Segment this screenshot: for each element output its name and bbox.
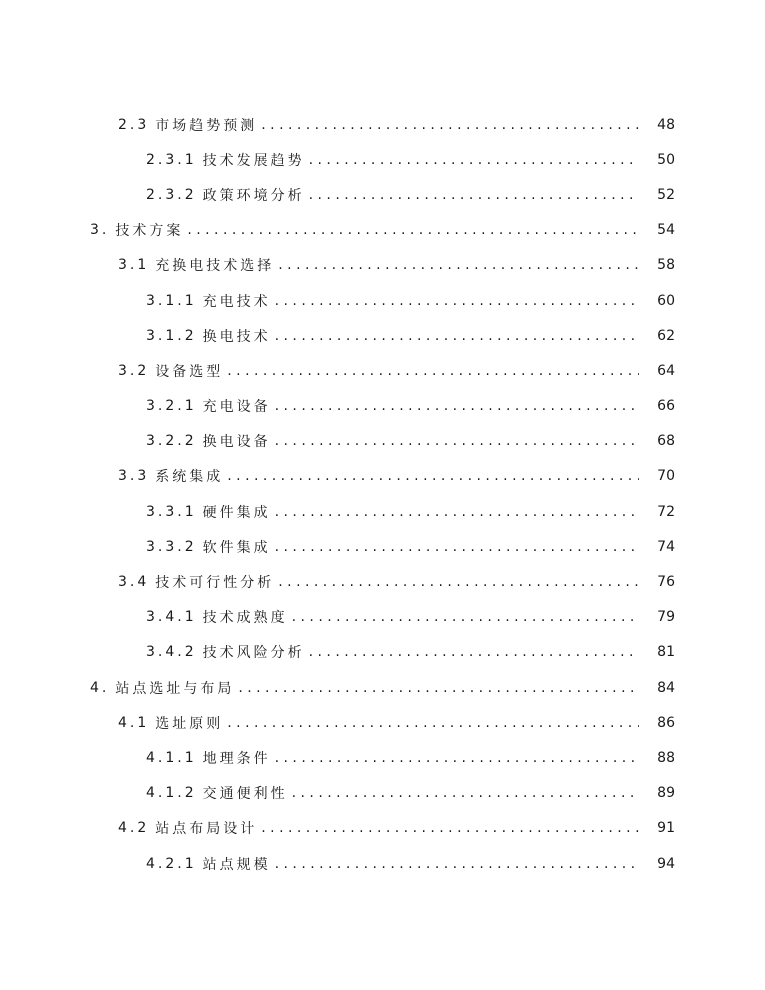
toc-entry-page: 79 [657,609,675,626]
toc-entry-page: 60 [657,292,675,309]
toc-entry-title: 技术发展趋势 [202,152,305,169]
toc-entry-number: 3.1.1 [146,292,197,309]
toc-entry[interactable] [0,846,765,881]
toc-entry-title: 充电设备 [202,399,271,416]
toc-entry[interactable] [0,353,765,388]
toc-entry-page: 74 [657,538,675,555]
toc-dot-leader [227,467,639,485]
toc-entry-number: 4.2.1 [146,855,197,872]
toc-dot-leader [238,679,639,697]
toc-entry-page: 66 [657,398,675,415]
toc-entry-number: 3.4.1 [146,609,197,626]
toc-entry-title: 设备选型 [155,363,224,380]
toc-entry-page: 86 [657,714,675,731]
toc-entry[interactable] [0,424,765,459]
toc-entry-title: 充电技术 [202,293,271,310]
toc-entry-title: 技术可行性分析 [155,575,275,592]
toc-entry-page: 68 [657,433,675,450]
toc-entry-number: 3.1.2 [146,327,197,344]
toc-entry-number: 4.1.1 [146,749,197,766]
toc-entry-page: 70 [657,468,675,485]
toc-entry-number: 3.2.2 [146,433,197,450]
toc-entry-number: 4.2 [118,820,150,837]
toc-entry[interactable] [0,529,765,564]
toc-entry[interactable] [0,600,765,635]
toc-entry-title: 站点规模 [202,856,271,873]
toc-entry[interactable] [0,177,765,212]
toc-entry-title: 站点选址与布局 [115,680,235,697]
toc-entry-number: 3.2 [118,362,150,379]
toc-dot-leader [261,819,639,837]
toc-entry-number: 2.3.1 [146,151,197,168]
toc-entry[interactable] [0,283,765,318]
toc-entry-number: 3.4.2 [146,644,197,661]
toc-entry-page: 58 [657,257,675,274]
toc-entry-page: 52 [657,186,675,203]
toc-entry-title: 技术风险分析 [202,645,305,662]
toc-dot-leader [275,749,639,767]
toc-entry[interactable] [0,635,765,670]
toc-dot-leader [275,397,639,415]
toc-entry-number: 3.3 [118,468,150,485]
toc-entry-title: 换电设备 [202,434,271,451]
toc-entry-number: 3. [90,222,110,239]
toc-dot-leader [292,608,639,626]
toc-entry-title: 换电技术 [202,328,271,345]
toc-dot-leader [278,573,639,591]
toc-entry-title: 技术成熟度 [202,610,288,627]
toc-dot-leader [309,186,639,204]
toc-entry-number: 4.1.2 [146,785,197,802]
toc-entry-number: 4. [90,679,110,696]
toc-entry-page: 54 [657,222,675,239]
toc-dot-leader [278,256,639,274]
toc-entry-title: 技术方案 [115,223,184,240]
toc-entry-page: 91 [657,820,675,837]
toc-entry[interactable] [0,564,765,599]
toc-entry-number: 3.2.1 [146,398,197,415]
toc-entry-page: 50 [657,151,675,168]
toc-entry[interactable] [0,776,765,811]
toc-dot-leader [309,151,639,169]
toc-dot-leader [227,714,639,732]
toc-dot-leader [227,362,639,380]
toc-entry-page: 62 [657,327,675,344]
toc-dot-leader [275,432,639,450]
toc-entry-title: 充换电技术选择 [155,258,275,275]
toc-dot-leader [292,784,639,802]
toc-entry-number: 3.3.2 [146,538,197,555]
toc-entry-title: 地理条件 [202,750,271,767]
toc-entry-title: 系统集成 [155,469,224,486]
toc-entry[interactable] [0,705,765,740]
toc-entry[interactable] [0,389,765,424]
toc-dot-leader [275,292,639,310]
toc-dot-leader [275,503,639,521]
toc-entry-number: 3.3.1 [146,503,197,520]
toc-entry[interactable] [0,107,765,142]
toc-entry-title: 交通便利性 [202,786,288,803]
toc-entry[interactable] [0,494,765,529]
toc-entry[interactable] [0,811,765,846]
toc-dot-leader [187,221,639,239]
toc-entry[interactable] [0,213,765,248]
toc-entry[interactable] [0,670,765,705]
toc-entry-title: 硬件集成 [202,504,271,521]
toc-entry-page: 89 [657,785,675,802]
toc-dot-leader [275,538,639,556]
toc-entry[interactable] [0,740,765,775]
toc-entry-number: 3.1 [118,257,150,274]
toc-entry-title: 市场趋势预测 [155,117,258,134]
toc-entry-number: 4.1 [118,714,150,731]
toc-dot-leader [275,327,639,345]
toc-entry-number: 2.3 [118,116,150,133]
toc-entry-page: 88 [657,749,675,766]
toc-entry-number: 3.4 [118,574,150,591]
table-of-contents [0,107,765,881]
toc-entry[interactable] [0,318,765,353]
toc-entry-title: 政策环境分析 [202,187,305,204]
toc-entry-page: 94 [657,855,675,872]
toc-dot-leader [261,116,639,134]
toc-entry-title: 选址原则 [155,715,224,732]
toc-entry[interactable] [0,459,765,494]
toc-entry-number: 2.3.2 [146,186,197,203]
toc-entry-page: 72 [657,503,675,520]
toc-entry-title: 站点布局设计 [155,821,258,838]
toc-entry-page: 81 [657,644,675,661]
toc-entry-page: 84 [657,679,675,696]
toc-entry-page: 64 [657,362,675,379]
toc-entry[interactable] [0,142,765,177]
toc-dot-leader [275,855,639,873]
toc-entry-page: 76 [657,574,675,591]
toc-entry-page: 48 [657,116,675,133]
toc-entry[interactable] [0,248,765,283]
toc-dot-leader [309,643,639,661]
toc-entry-title: 软件集成 [202,539,271,556]
